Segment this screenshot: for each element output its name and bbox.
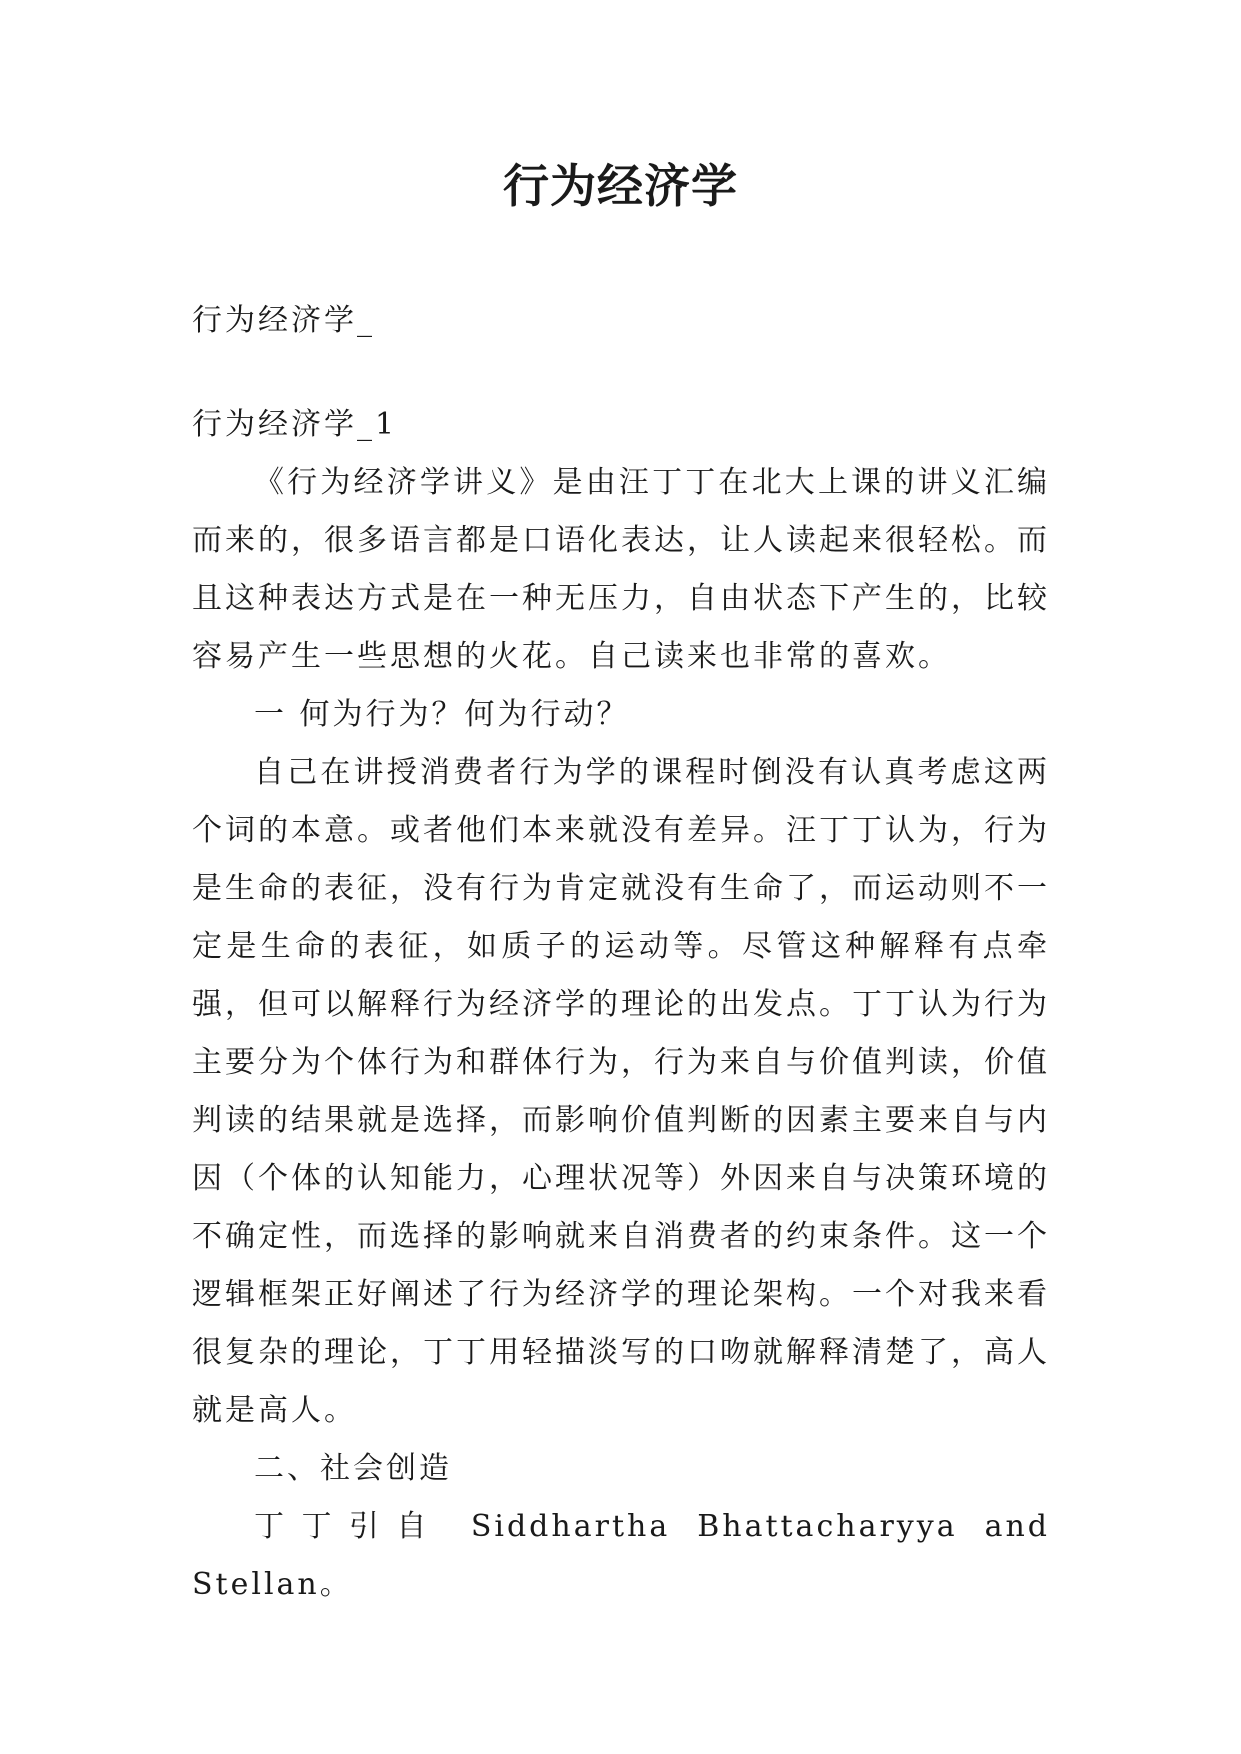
section-heading: 行为经济学_1: [192, 407, 398, 442]
document-subtitle: 行为经济学_: [192, 303, 375, 338]
paragraph: 丁丁引自 Siddhartha Bhattacharyya and Stellan。: [192, 1509, 1050, 1602]
subheading-what-is-behavior: 一 何为行为？何为行动？: [254, 697, 630, 732]
paragraph: 自己在讲授消费者行为学的课程时倒没有认真考虑这两个词的本意。或者他们本来就没有差异。汪丁丁认为，行为是生命的表征，没有行为肯定就没有生命了，而运动则不一定是生命的表征，如质子的运动等。尽管这种解释有点牵强，但可以解释行为经济学的理论的出发点。丁丁认为行为主要分为个体行为和群体行为，行为来自与价值判读，价值判读的结果就是选择，而影响价值判断的因素主要来自与内因（个体的认知能力，心理状况等）外因来自与决策环境的不确定性，而选择的影响就来自消费者的约束条件。这一个逻辑框架正好阐述了行为经济学的理论架构。一个对我来看很复杂的理论，丁丁用轻描淡写的口吻就解释清楚了，高人就是高人。: [192, 755, 1050, 1428]
subheading-social-creation: 二、社会创造: [254, 1451, 452, 1486]
document-body: [192, 292, 1050, 1614]
document-title: 行为经济学: [503, 159, 738, 213]
spacer: [192, 350, 1050, 396]
paragraph: 《行为经济学讲义》是由汪丁丁在北大上课的讲义汇编而来的，很多语言都是口语化表达，让人读起来很轻松。而且这种表达方式是在一种无压力，自由状态下产生的，比较容易产生一些思想的火花。自己读来也非常的喜欢。: [192, 465, 1050, 674]
